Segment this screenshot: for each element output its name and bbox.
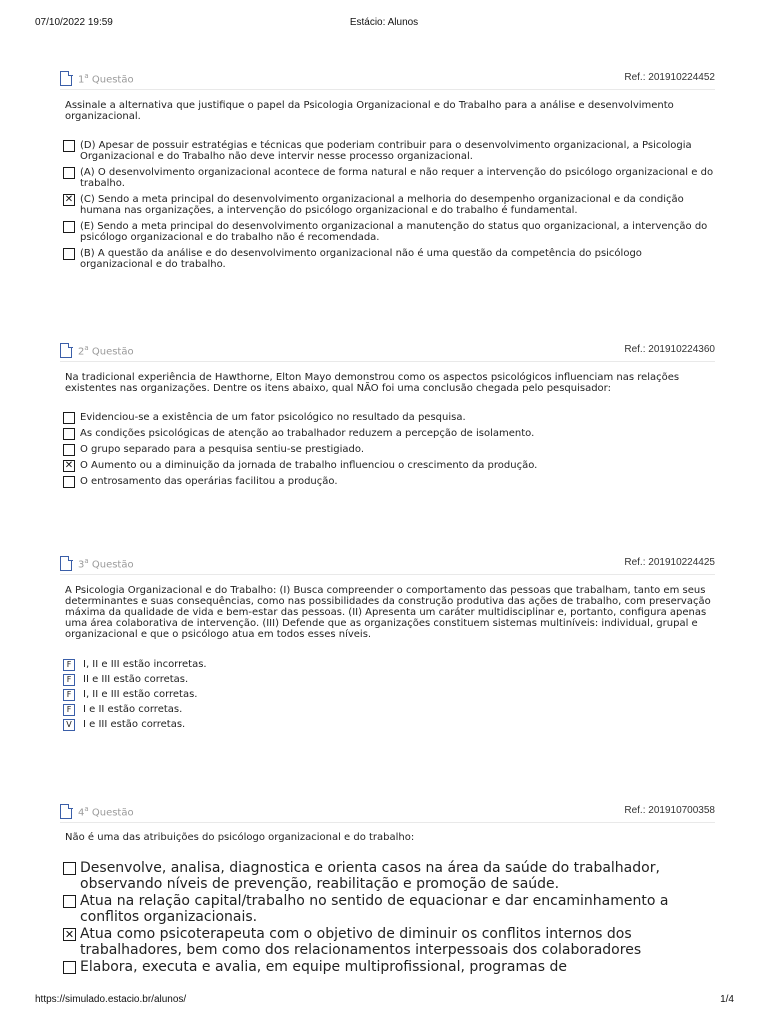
answer-option[interactable] bbox=[63, 221, 715, 243]
question-statement: Na tradicional experiência de Hawthorne, Elton Mayo demonstrou como os aspectos psicológicos influenciam nas relações existentes nas organizações. Dentre os itens abaixo, qual NÃO foi uma conclusão chegada pelo pesquisador: bbox=[65, 372, 680, 394]
answer-text: Evidenciou-se a existência de um fator psicológico no resultado da pesquisa. bbox=[80, 412, 466, 423]
answer-text: II e III estão corretas. bbox=[83, 674, 189, 685]
question-label: 4$^a$ Questão bbox=[78, 805, 134, 819]
answer-checkbox[interactable] bbox=[63, 428, 75, 440]
print-footer bbox=[0, 994, 768, 1008]
question-label: 3$^a$ Questão bbox=[78, 557, 134, 571]
question-header bbox=[60, 343, 715, 362]
answer-option[interactable] bbox=[63, 428, 715, 439]
answer-option-selected[interactable] bbox=[63, 926, 715, 958]
answer-checkbox[interactable] bbox=[63, 221, 75, 233]
answer-checkbox-checked[interactable]: ✕ bbox=[64, 194, 74, 205]
question-ref: Ref.: 201910224452 bbox=[624, 72, 715, 83]
document-icon bbox=[60, 343, 72, 358]
true-false-box[interactable]: F bbox=[63, 704, 75, 716]
answer-checkbox[interactable] bbox=[63, 167, 75, 179]
answer-text: Atua como psicoterapeuta com o objetivo de diminuir os conflitos internos dos trabalhadores, bem como dos relacionamentos interpessoais dos colaboradores bbox=[80, 926, 642, 958]
answer-checkbox[interactable] bbox=[63, 961, 76, 974]
answer-option[interactable] bbox=[63, 412, 715, 423]
question-4 bbox=[60, 804, 715, 975]
answer-option[interactable] bbox=[63, 476, 715, 487]
answer-text: O entrosamento das operárias facilitou a produção. bbox=[80, 476, 338, 487]
answer-checkbox[interactable] bbox=[63, 248, 75, 260]
question-statement: Não é uma das atribuições do psicólogo organizacional e do trabalho: bbox=[65, 832, 415, 843]
question-header bbox=[60, 556, 715, 575]
answer-text: I, II e III estão corretas. bbox=[83, 689, 198, 700]
answer-checkbox-checked[interactable]: ✕ bbox=[64, 460, 74, 471]
answer-text: (C) Sendo a meta principal do desenvolvimento organizacional a melhoria do desempenho organizacional e da condição humana nas organizações, a intervenção do psicólogo organizacional e do trabalho é fundamental. bbox=[80, 194, 684, 216]
answer-text: O grupo separado para a pesquisa sentiu-se prestigiado. bbox=[80, 444, 365, 455]
answer-option[interactable] bbox=[63, 140, 715, 162]
answer-checkbox[interactable] bbox=[63, 412, 75, 424]
answer-option[interactable] bbox=[63, 689, 715, 700]
answer-text: (E) Sendo a meta principal do desenvolvimento organizacional a manutenção do status quo organizacional, a intervenção do psicólogo organizacional e do trabalho não é recomendada. bbox=[80, 221, 708, 243]
answer-text: I e II estão corretas. bbox=[83, 704, 183, 715]
answer-checkbox[interactable] bbox=[63, 895, 76, 908]
document-icon bbox=[60, 804, 72, 819]
true-false-box[interactable]: V bbox=[63, 719, 75, 731]
answer-text: Elabora, executa e avalia, em equipe multiprofissional, programas de bbox=[80, 959, 567, 975]
question-header bbox=[60, 71, 715, 90]
print-datetime: 07/10/2022 19:59 bbox=[35, 17, 113, 28]
answer-option[interactable] bbox=[63, 444, 715, 455]
answer-option[interactable] bbox=[63, 959, 715, 975]
answer-option-selected[interactable] bbox=[63, 460, 715, 471]
answer-checkbox-checked[interactable]: ✕ bbox=[64, 928, 75, 941]
answer-text: (A) O desenvolvimento organizacional acontece de forma natural e não requer a intervenção do psicólogo organizacional e do trabalho. bbox=[80, 167, 714, 189]
answer-options bbox=[63, 412, 715, 492]
answer-option[interactable] bbox=[63, 704, 715, 715]
question-statement: Assinale a alternativa que justifique o papel da Psicologia Organizacional e do Trabalho para a análise e desenvolvimento organizacional. bbox=[65, 100, 674, 122]
print-header bbox=[0, 17, 768, 31]
answer-option[interactable] bbox=[63, 248, 715, 270]
true-false-box[interactable]: F bbox=[63, 659, 75, 671]
answer-option[interactable] bbox=[63, 860, 715, 892]
question-header bbox=[60, 804, 715, 823]
question-3 bbox=[60, 556, 715, 730]
question-2 bbox=[60, 343, 715, 487]
answer-options bbox=[63, 860, 715, 976]
question-statement: A Psicologia Organizacional e do Trabalho: (I) Busca compreender o comportamento das pessoas que trabalham, tanto em seus determinantes e suas consequências, como nas possibilidades da construção produtiva das ações de trabalho, com preservação máxima da qualidade de vida e bem-estar das pessoas. (II) Apresenta um caráter multidisciplinar e, portanto, configura apenas uma área colaborativa de intervenção. (III) Defende que as organizações constituem sistemas multiníveis: individual, grupal e organizacional e que o psicólogo atua em todos esses níveis. bbox=[65, 585, 711, 640]
answer-text: I e III estão corretas. bbox=[83, 719, 186, 730]
question-ref: Ref.: 201910224360 bbox=[624, 344, 715, 355]
question-label: 2$^a$ Questão bbox=[78, 344, 134, 358]
answer-checkbox[interactable] bbox=[63, 862, 76, 875]
question-label: 1$^a$ Questão bbox=[78, 72, 134, 86]
answer-option[interactable] bbox=[63, 893, 715, 925]
document-icon bbox=[60, 556, 72, 571]
question-ref: Ref.: 201910224425 bbox=[624, 557, 715, 568]
answer-text: (B) A questão da análise e do desenvolvimento organizacional não é uma questão da competência do psicólogo organizacional e do trabalho. bbox=[80, 248, 642, 270]
answer-text: Atua na relação capital/trabalho no sentido de equacionar e dar encaminhamento a conflitos organizacionais. bbox=[80, 893, 669, 925]
answer-option[interactable] bbox=[63, 167, 715, 189]
page-number: 1/4 bbox=[720, 994, 734, 1005]
document-icon bbox=[60, 71, 72, 86]
page-url: https://simulado.estacio.br/alunos/ bbox=[35, 994, 187, 1005]
page-title: Estácio: Alunos bbox=[349, 17, 419, 28]
answer-checkbox[interactable] bbox=[63, 444, 75, 456]
true-false-box[interactable]: F bbox=[63, 674, 75, 686]
true-false-box[interactable]: F bbox=[63, 689, 75, 701]
answer-checkbox[interactable] bbox=[63, 476, 75, 488]
answer-text: Desenvolve, analisa, diagnostica e orienta casos na área da saúde do trabalhador, observando níveis de prevenção, reabilitação e promoção de saúde. bbox=[80, 860, 660, 892]
answer-text: I, II e III estão incorretas. bbox=[83, 659, 207, 670]
answer-text: O Aumento ou a diminuição da jornada de trabalho influenciou o crescimento da produção. bbox=[80, 460, 538, 471]
answer-option[interactable] bbox=[63, 659, 715, 670]
question-1 bbox=[60, 71, 715, 270]
answer-option[interactable] bbox=[63, 719, 715, 730]
answer-checkbox[interactable] bbox=[63, 140, 75, 152]
answer-options bbox=[63, 140, 715, 275]
question-ref: Ref.: 201910700358 bbox=[624, 805, 715, 816]
answer-options bbox=[63, 659, 715, 734]
answer-option-selected[interactable] bbox=[63, 194, 715, 216]
answer-text: As condições psicológicas de atenção ao trabalhador reduzem a percepção de isolamento. bbox=[80, 428, 535, 439]
answer-option[interactable] bbox=[63, 674, 715, 685]
answer-text: (D) Apesar de possuir estratégias e técnicas que poderiam contribuir para o desenvolvimento organizacional, a Psicologia Organizacional e do Trabalho não deve intervir nesse processo organizacional. bbox=[80, 140, 692, 162]
